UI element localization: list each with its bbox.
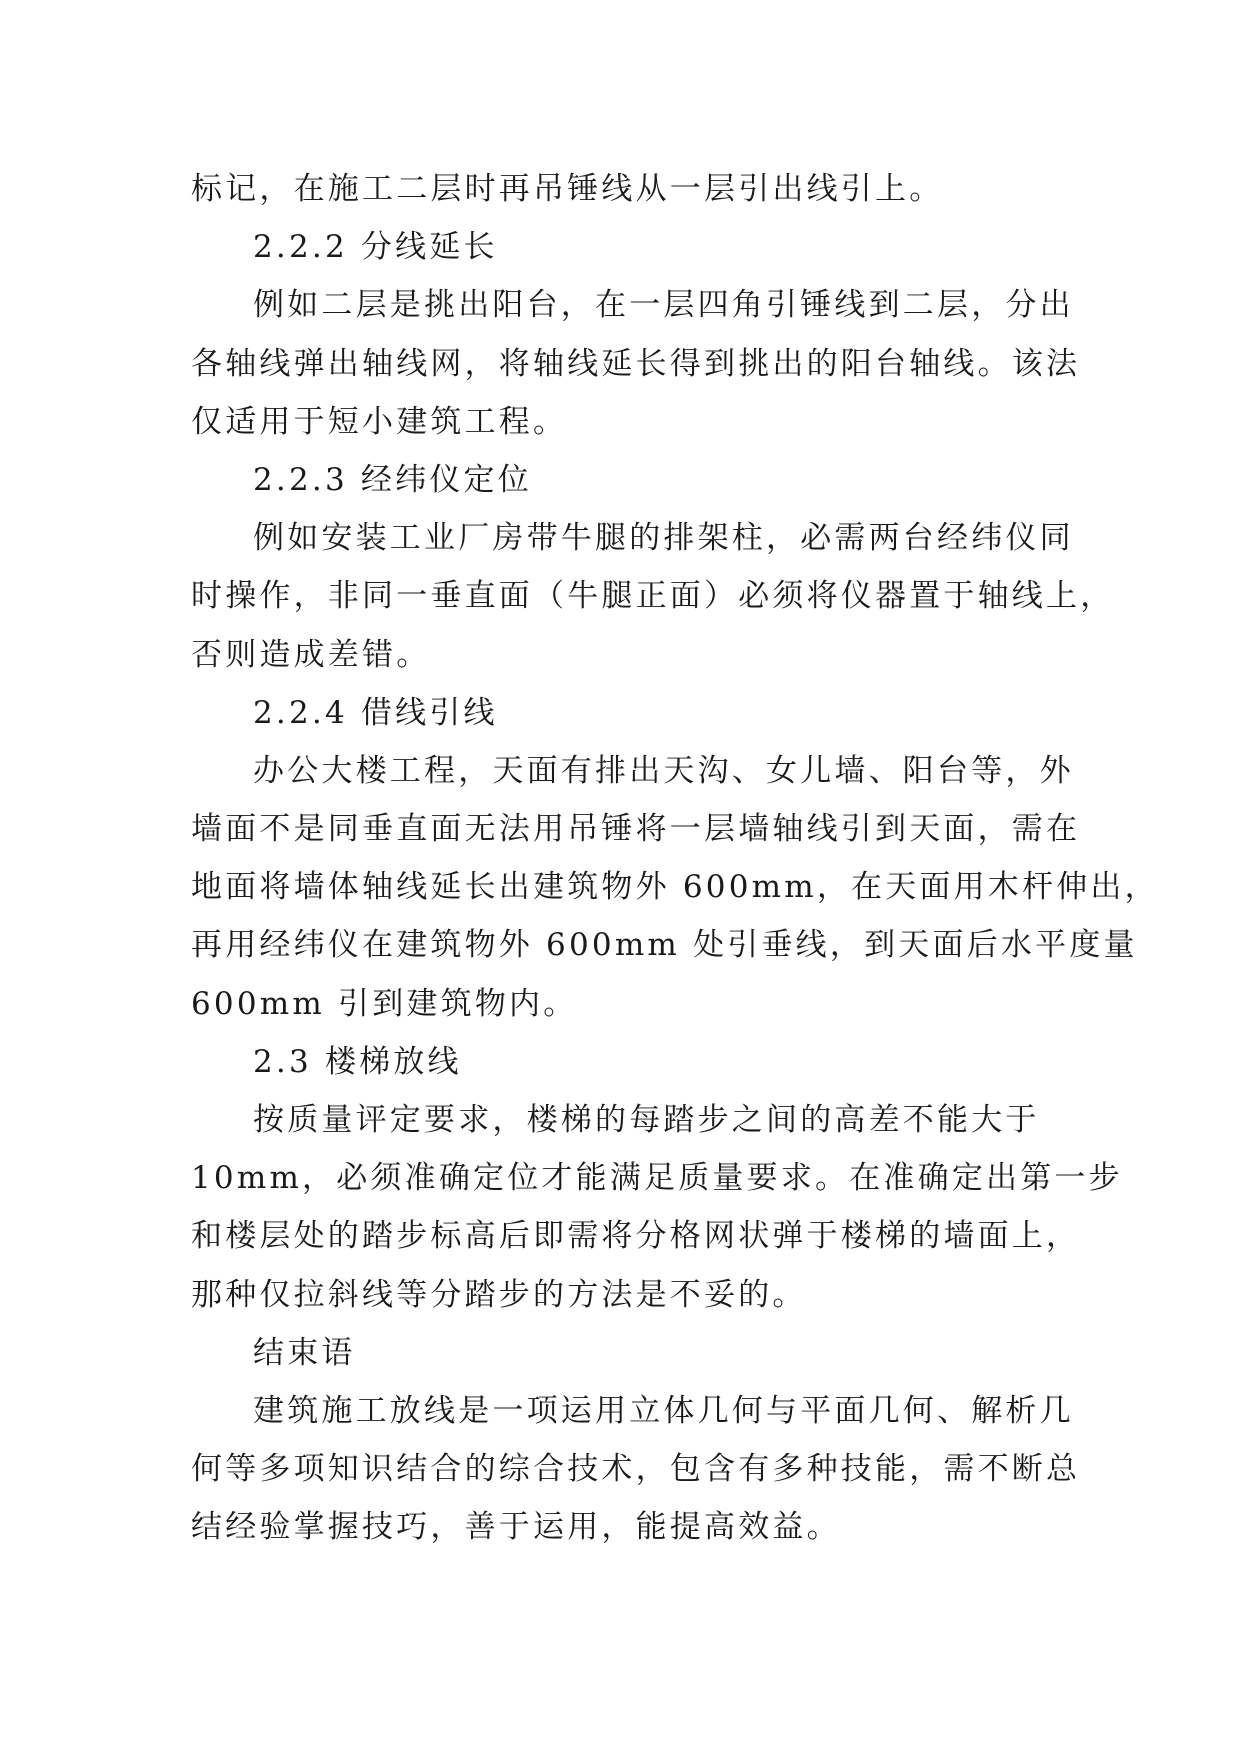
paragraph-line: 标记，在施工二层时再吊锤线从一层引出线引上。: [191, 171, 944, 207]
section-heading-2-2-4: 2.2.4 借线引线: [253, 694, 498, 731]
paragraph-line: 10mm，必须准确定位才能满足质量要求。在准确定出第一步: [191, 1160, 1123, 1197]
paragraph-line: 和楼层处的踏步标高后即需将分格网状弹于楼梯的墙面上，: [191, 1218, 1081, 1255]
paragraph-line: 地面将墙体轴线延长出建筑物外 600mm，在天面用木杆伸出，: [191, 869, 1159, 906]
paragraph-line: 建筑施工放线是一项运用立体几何与平面几何、解析几: [253, 1392, 1074, 1429]
paragraph-line: 600mm 引到建筑物内。: [191, 985, 578, 1022]
paragraph-line: 那种仅拉斜线等分踏步的方法是不妥的。: [191, 1276, 807, 1313]
paragraph-line: 结经验掌握技巧，善于运用，能提高效益。: [191, 1509, 841, 1546]
section-heading-2-3: 2.3 楼梯放线: [253, 1043, 462, 1080]
paragraph-line: 时操作，非同一垂直面（牛腿正面）必须将仪器置于轴线上，: [191, 578, 1115, 615]
paragraph-line: 按质量评定要求，楼梯的每踏步之间的高差不能大于: [253, 1102, 1040, 1138]
section-heading-conclusion: 结束语: [253, 1334, 356, 1371]
paragraph-line: 各轴线弹出轴线网，将轴线延长得到挑出的阳台轴线。该法: [191, 345, 1081, 382]
paragraph-line: 墙面不是同垂直面无法用吊锤将一层墙轴线引到天面，需在: [191, 811, 1081, 848]
paragraph-line: 否则造成差错。: [191, 636, 431, 673]
section-heading-2-2-3: 2.2.3 经纬仪定位: [253, 461, 532, 498]
paragraph-line: 例如二层是挑出阳台，在一层四角引锤线到二层，分出: [253, 287, 1074, 324]
paragraph-line: 再用经纬仪在建筑物外 600mm 处引垂线，到天面后水平度量: [191, 927, 1138, 964]
document-body: [191, 160, 1159, 1557]
paragraph-line: 办公大楼工程，天面有排出天沟、女儿墙、阳台等，外: [253, 752, 1074, 789]
paragraph-line: 何等多项知识结合的综合技术，包含有多种技能，需不断总: [191, 1451, 1081, 1488]
paragraph-line: 仅适用于短小建筑工程。: [191, 403, 568, 440]
paragraph-line: 例如安装工业厂房带牛腿的排架柱，必需两台经纬仪同: [253, 520, 1074, 557]
section-heading-2-2-2: 2.2.2 分线延长: [253, 229, 498, 266]
